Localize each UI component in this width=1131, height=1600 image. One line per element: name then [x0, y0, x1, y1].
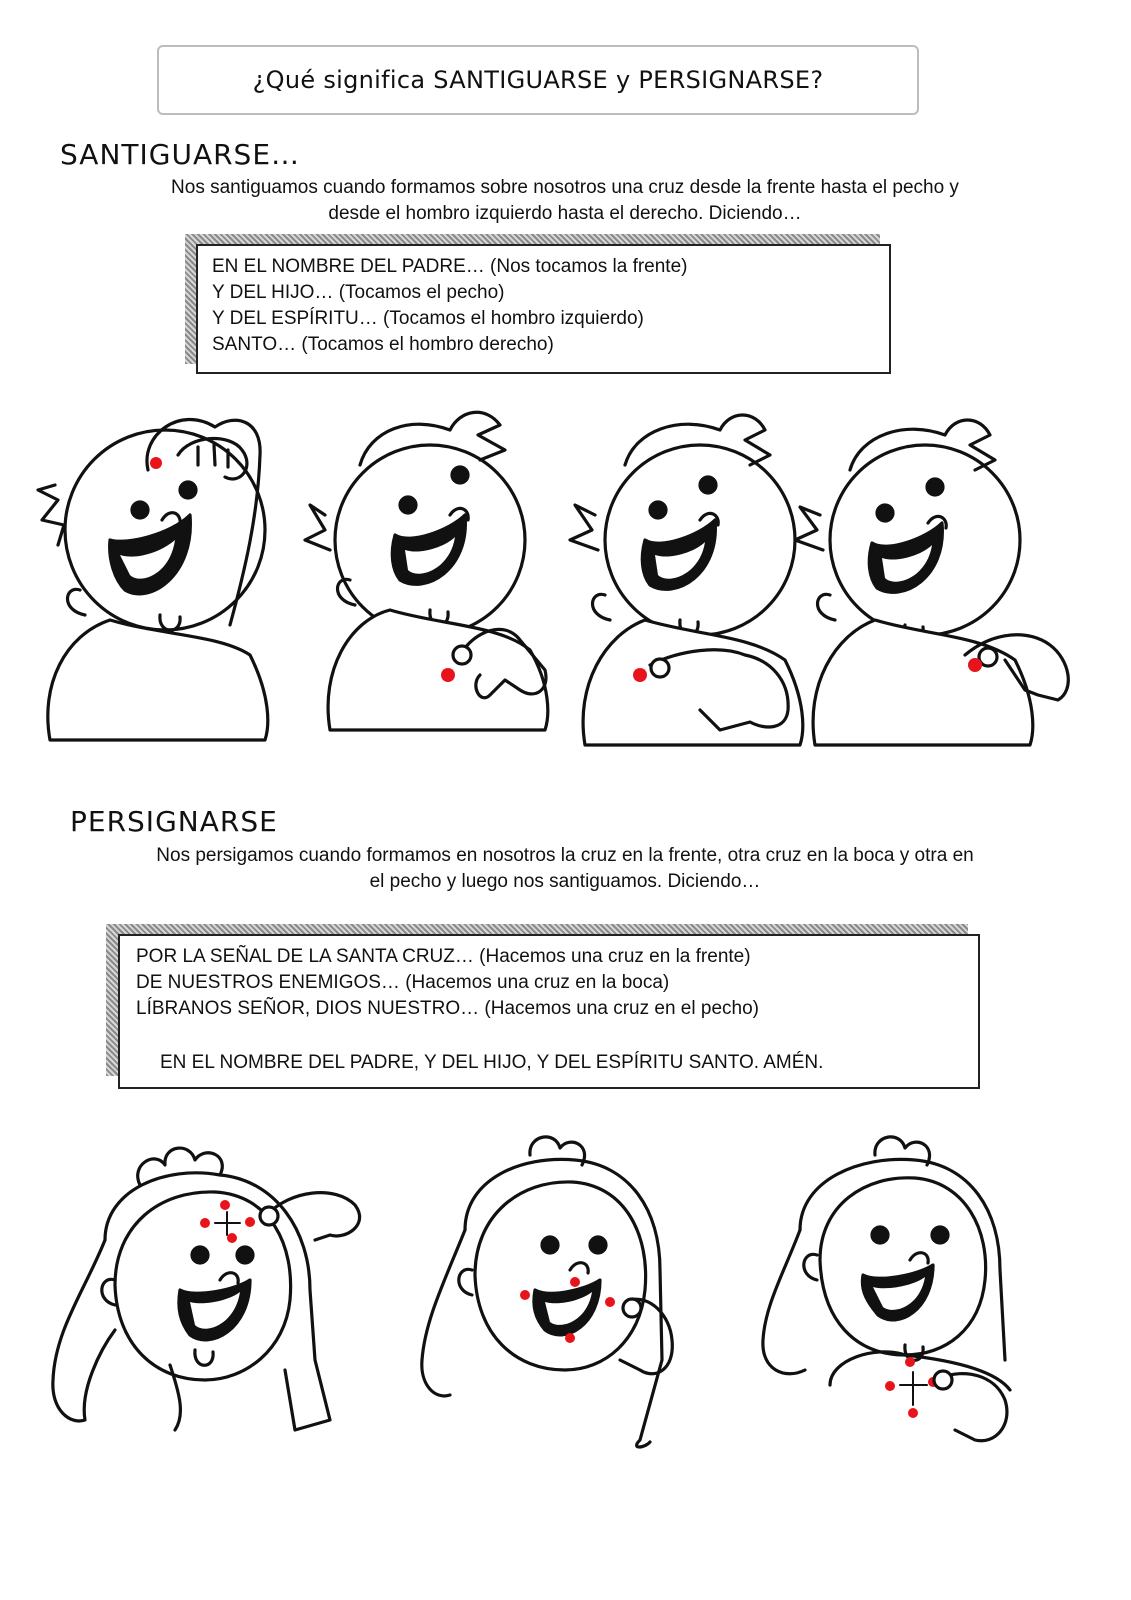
santiguarse-heading: SANTIGUARSE… [60, 138, 301, 171]
santiguarse-description [40, 175, 1090, 227]
boy-touching-forehead-illustration [30, 395, 280, 750]
boy-touching-left-shoulder-illustration [560, 410, 810, 750]
boy-touching-right-shoulder-illustration [790, 415, 1080, 750]
santiguarse-prayer-line-1: EN EL NOMBRE DEL PADRE… (Nos tocamos la frente) [212, 256, 688, 277]
persignarse-description [40, 843, 1090, 895]
santiguarse-prayer-line-2: Y DEL HIJO… (Tocamos el pecho) [212, 282, 505, 303]
santiguarse-prayer-box [196, 244, 891, 374]
girl-cross-on-forehead-illustration [45, 1130, 385, 1440]
persignarse-prayer-box [118, 934, 980, 1089]
santiguarse-prayer-line-4: SANTO… (Tocamos el hombro derecho) [212, 334, 554, 355]
persignarse-description-line-1: Nos persigamos cuando formamos en nosotros la cruz en la frente, otra cruz en la boca y otra en [156, 845, 974, 866]
page-title: ¿Qué significa SANTIGUARSE y PERSIGNARSE? [157, 45, 919, 115]
santiguarse-description-line-1: Nos santiguamos cuando formamos sobre nosotros una cruz desde la frente hasta el pecho y [171, 177, 959, 198]
girl-cross-on-chest-illustration [755, 1130, 1055, 1460]
persignarse-prayer-line-2: DE NUESTROS ENEMIGOS… (Hacemos una cruz en la boca) [136, 972, 670, 993]
persignarse-description-line-2: el pecho y luego nos santiguamos. Diciendo… [369, 871, 761, 892]
persignarse-heading: PERSIGNARSE [70, 805, 278, 838]
santiguarse-description-line-2: desde el hombro izquierdo hasta el derecho. Diciendo… [328, 203, 802, 224]
persignarse-prayer-line-3: LÍBRANOS SEÑOR, DIOS NUESTRO… (Hacemos una cruz en el pecho) [136, 998, 759, 1019]
persignarse-closing-line: EN EL NOMBRE DEL PADRE, Y DEL HIJO, Y DEL ESPÍRITU SANTO. AMÉN. [160, 1052, 824, 1073]
boy-touching-chest-illustration [300, 405, 565, 735]
santiguarse-prayer-line-3: Y DEL ESPÍRITU… (Tocamos el hombro izquierdo) [212, 308, 644, 329]
girl-cross-on-mouth-illustration [410, 1130, 690, 1450]
persignarse-prayer-line-1: POR LA SEÑAL DE LA SANTA CRUZ… (Hacemos una cruz en la frente) [136, 946, 751, 967]
